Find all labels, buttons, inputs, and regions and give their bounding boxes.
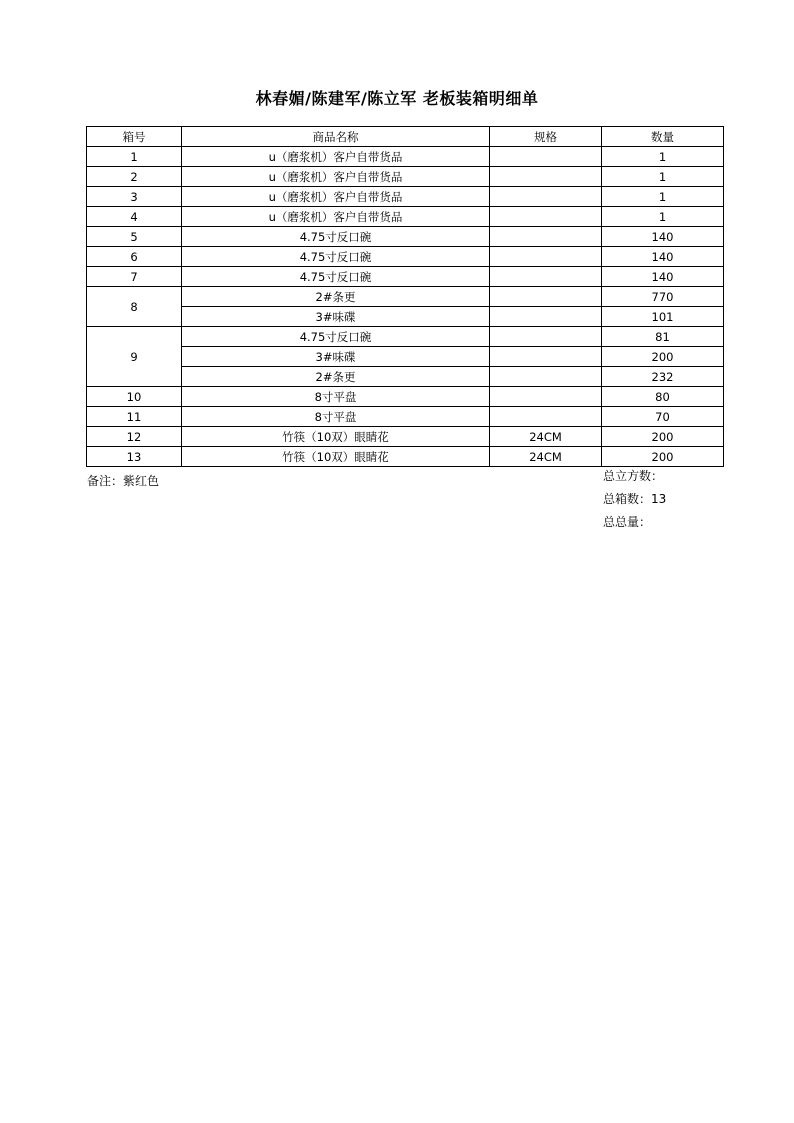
cell-quantity: 1 — [602, 147, 724, 167]
cell-box-number: 1 — [87, 147, 182, 167]
cell-product-name: 4.75寸反口碗 — [182, 227, 490, 247]
cell-spec — [490, 387, 602, 407]
cell-spec — [490, 407, 602, 427]
cell-box-number: 6 — [87, 247, 182, 267]
cell-product-name: 2#条更 — [182, 287, 490, 307]
cell-product-name: 8寸平盘 — [182, 387, 490, 407]
header-box-number: 箱号 — [87, 127, 182, 147]
cell-spec: 24CM — [490, 427, 602, 447]
cell-product-name: 2#条更 — [182, 367, 490, 387]
cell-product-name: 竹筷（10双）眼睛花 — [182, 447, 490, 467]
total-boxes-label: 总箱数：13 — [603, 492, 667, 506]
table-row — [87, 347, 724, 367]
cell-box-number: 11 — [87, 407, 182, 427]
table-row — [87, 367, 724, 387]
cell-product-name: 4.75寸反口碗 — [182, 267, 490, 287]
cell-spec — [490, 207, 602, 227]
cell-product-name: 3#味碟 — [182, 307, 490, 327]
cell-spec — [490, 247, 602, 267]
cell-product-name: 8寸平盘 — [182, 407, 490, 427]
table-row — [87, 247, 724, 267]
header-product-name: 商品名称 — [182, 127, 490, 147]
cell-quantity: 232 — [602, 367, 724, 387]
cell-quantity: 140 — [602, 267, 724, 287]
cell-product-name: u（磨浆机）客户自带货品 — [182, 167, 490, 187]
cell-box-number: 13 — [87, 447, 182, 467]
table-row — [87, 227, 724, 247]
packing-table — [86, 126, 724, 467]
table-row — [87, 387, 724, 407]
cell-product-name: u（磨浆机）客户自带货品 — [182, 207, 490, 227]
cell-box-number: 10 — [87, 387, 182, 407]
cell-quantity: 200 — [602, 347, 724, 367]
cell-spec — [490, 367, 602, 387]
table-row — [87, 287, 724, 307]
table-row — [87, 427, 724, 447]
table-row — [87, 207, 724, 227]
cell-spec — [490, 327, 602, 347]
cell-spec — [490, 147, 602, 167]
total-volume-label: 总立方数： — [603, 469, 664, 483]
cell-spec — [490, 167, 602, 187]
document-title: 林春媚/陈建军/陈立军 老板装箱明细单 — [255, 89, 539, 108]
cell-spec — [490, 187, 602, 207]
cell-quantity: 1 — [602, 167, 724, 187]
cell-quantity: 200 — [602, 427, 724, 447]
total-weight-label: 总总量： — [603, 515, 652, 529]
cell-spec — [490, 347, 602, 367]
cell-quantity: 101 — [602, 307, 724, 327]
cell-product-name: 3#味碟 — [182, 347, 490, 367]
cell-box-number: 8 — [87, 287, 182, 327]
cell-spec — [490, 287, 602, 307]
cell-box-number: 3 — [87, 187, 182, 207]
header-quantity: 数量 — [602, 127, 724, 147]
cell-product-name: 竹筷（10双）眼睛花 — [182, 427, 490, 447]
cell-quantity: 1 — [602, 207, 724, 227]
table-row — [87, 307, 724, 327]
cell-quantity: 70 — [602, 407, 724, 427]
cell-product-name: u（磨浆机）客户自带货品 — [182, 147, 490, 167]
cell-spec — [490, 227, 602, 247]
cell-product-name: u（磨浆机）客户自带货品 — [182, 187, 490, 207]
cell-product-name: 4.75寸反口碗 — [182, 247, 490, 267]
cell-quantity: 770 — [602, 287, 724, 307]
cell-quantity: 200 — [602, 447, 724, 467]
cell-product-name: 4.75寸反口碗 — [182, 327, 490, 347]
table-row — [87, 187, 724, 207]
cell-box-number: 4 — [87, 207, 182, 227]
cell-box-number: 5 — [87, 227, 182, 247]
cell-box-number: 7 — [87, 267, 182, 287]
header-spec: 规格 — [490, 127, 602, 147]
table-row — [87, 267, 724, 287]
cell-quantity: 80 — [602, 387, 724, 407]
table-row — [87, 147, 724, 167]
table-row — [87, 407, 724, 427]
cell-spec — [490, 307, 602, 327]
table-row — [87, 167, 724, 187]
cell-spec: 24CM — [490, 447, 602, 467]
cell-quantity: 140 — [602, 247, 724, 267]
cell-quantity: 81 — [602, 327, 724, 347]
cell-spec — [490, 267, 602, 287]
table-row — [87, 327, 724, 347]
cell-box-number: 2 — [87, 167, 182, 187]
remark-note: 备注：紫红色 — [87, 474, 160, 488]
table-header-row — [87, 127, 724, 147]
totals-summary — [603, 468, 666, 537]
cell-quantity: 1 — [602, 187, 724, 207]
cell-box-number: 12 — [87, 427, 182, 447]
cell-box-number: 9 — [87, 327, 182, 387]
table-row — [87, 447, 724, 467]
cell-quantity: 140 — [602, 227, 724, 247]
